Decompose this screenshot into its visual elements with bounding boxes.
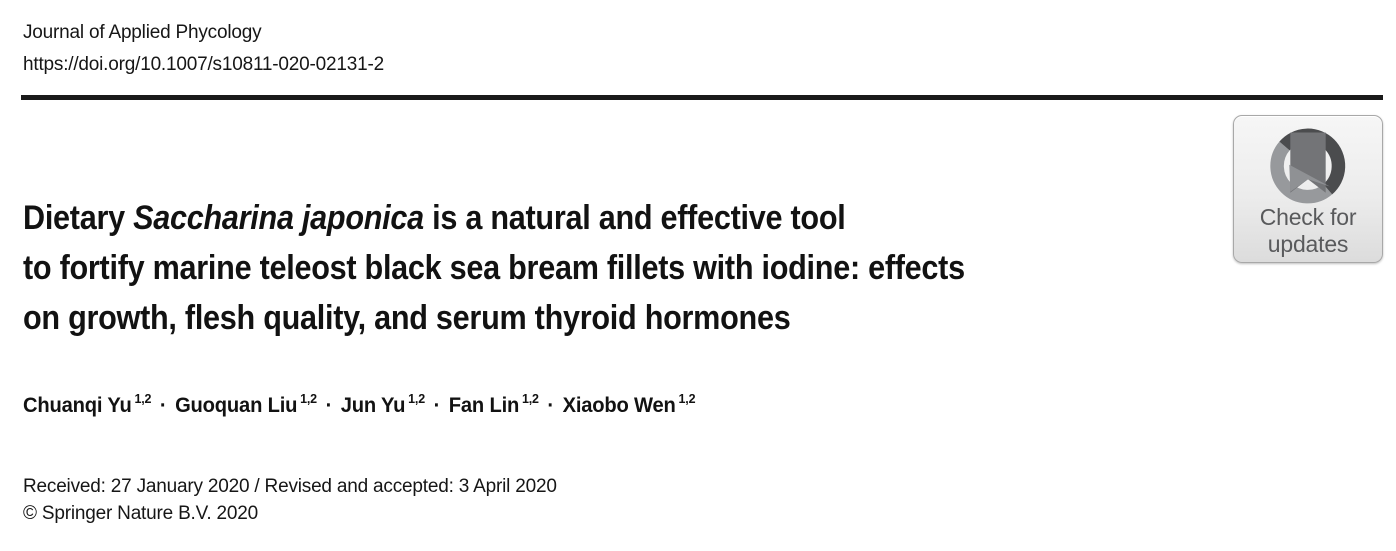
author-separator: · <box>547 394 554 417</box>
title-line-1 <box>23 193 965 243</box>
journal-name: Journal of Applied Phycology <box>23 22 262 43</box>
copyright-notice: © Springer Nature B.V. 2020 <box>23 503 258 524</box>
author-2 <box>175 391 317 417</box>
check-for-updates-label-line1: Check for <box>1259 204 1357 230</box>
author-separator: · <box>433 394 441 417</box>
check-for-updates-button[interactable] <box>1233 115 1383 263</box>
author-3-name: Jun Yu <box>340 394 406 417</box>
title-line-2: to fortify marine teleost black sea bream fillets with iodine: effects <box>23 249 965 287</box>
author-separator: · <box>325 394 333 417</box>
author-1 <box>23 391 152 417</box>
received-accepted-dates: Received: 27 January 2020 / Revised and accepted: 3 April 2020 <box>23 476 557 497</box>
check-for-updates-label-line2: updates <box>1267 231 1349 257</box>
title-line-1-post: is a natural and effective tool <box>423 199 846 237</box>
author-5-name: Xiaobo Wen <box>562 394 676 417</box>
title-species-name: Saccharina japonica <box>133 199 424 237</box>
author-2-name: Guoquan Liu <box>175 394 298 417</box>
article-title <box>23 193 965 343</box>
authors-line <box>23 386 695 420</box>
author-1-name: Chuanqi Yu <box>23 394 132 417</box>
title-line-3: on growth, flesh quality, and serum thyroid hormones <box>23 299 791 337</box>
title-line-1-pre: Dietary <box>23 199 134 237</box>
author-4-name: Fan Lin <box>448 394 520 417</box>
author-5 <box>562 391 696 417</box>
author-2-affiliations: 1,2 <box>300 391 317 406</box>
author-4 <box>448 391 539 417</box>
check-for-updates-label <box>1234 204 1382 258</box>
doi-link[interactable]: https://doi.org/10.1007/s10811-020-02131-2 <box>23 54 384 75</box>
author-4-affiliations: 1,2 <box>521 391 539 406</box>
author-3 <box>340 391 425 417</box>
author-1-affiliations: 1,2 <box>134 391 152 406</box>
author-separator: · <box>159 394 167 417</box>
author-5-affiliations: 1,2 <box>678 391 696 406</box>
header-rule <box>21 95 1383 100</box>
author-3-affiliations: 1,2 <box>408 391 425 406</box>
